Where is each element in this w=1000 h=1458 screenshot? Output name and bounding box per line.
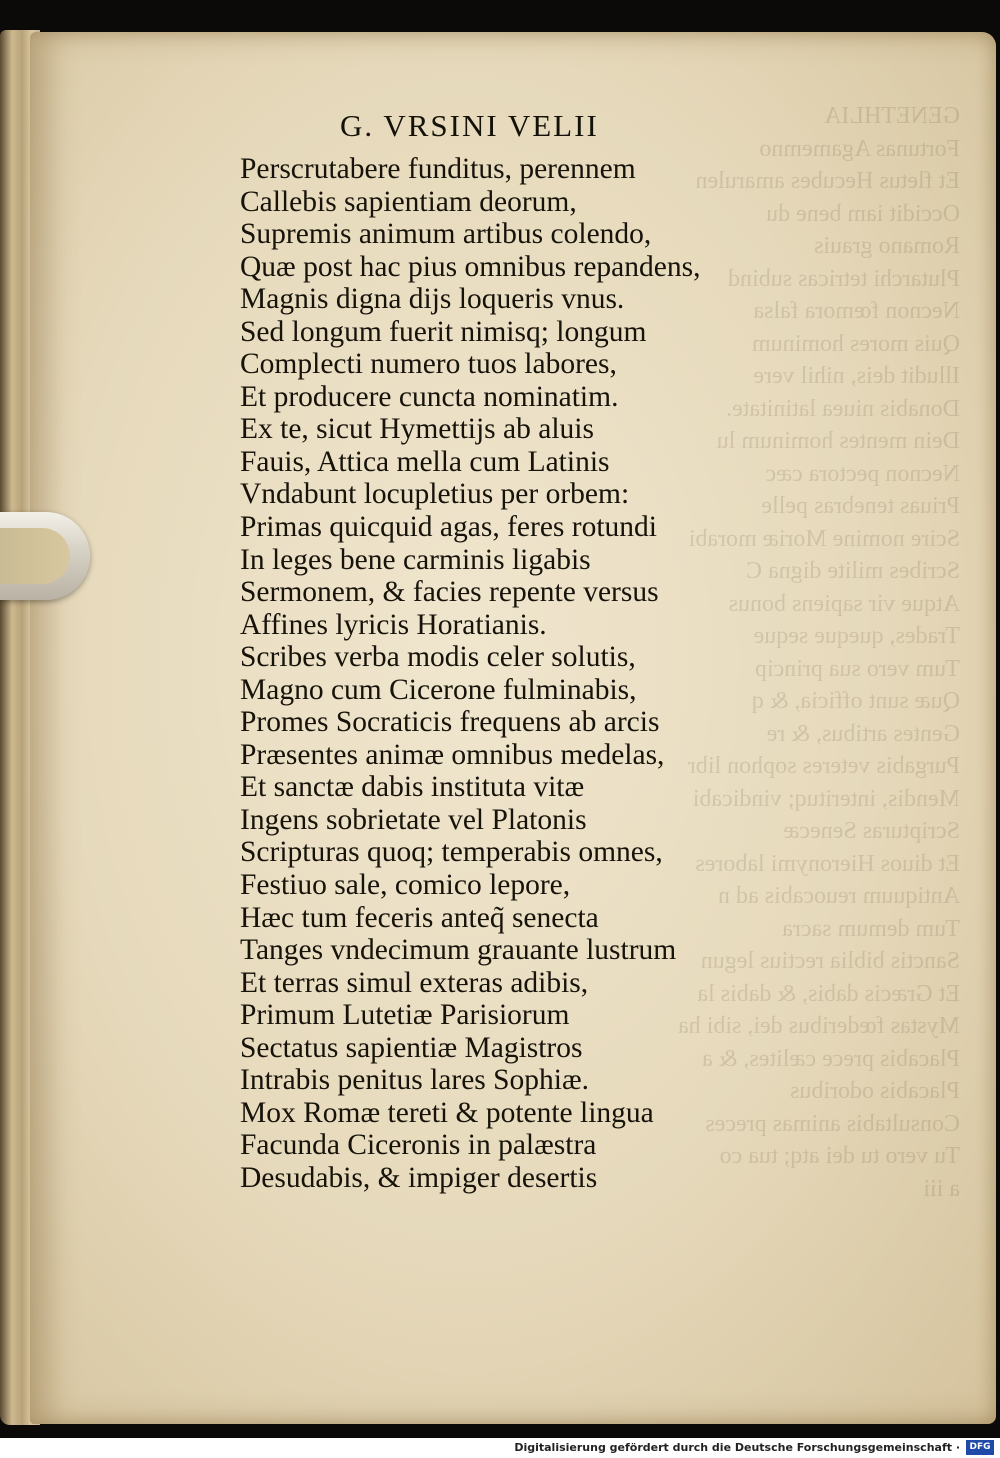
dfg-logo: DFG xyxy=(966,1440,994,1455)
verse-line: Desudabis, & impiger desertis xyxy=(240,1161,598,1194)
verse-line: Promes Socraticis frequens ab arcis xyxy=(240,706,660,739)
verse-line: Scribes verba modis celer solutis, xyxy=(240,641,636,674)
verse-line: Perscrutabere funditus, perennem xyxy=(240,153,636,185)
verse-line: Quæ post hac pius omnibus repandens, xyxy=(240,250,701,283)
running-head: G. VRSINI VELII xyxy=(340,108,599,143)
verse-line: Et terras simul exteras adibis, xyxy=(240,966,589,999)
verse-line: Facunda Ciceronis in palæstra xyxy=(240,1129,597,1162)
verse-line: In leges bene carminis ligabis xyxy=(240,543,591,576)
verse-line: Supremis animum artibus colendo, xyxy=(240,218,652,251)
verse-line: Fauis, Attica mella cum Latinis xyxy=(240,445,610,478)
verse-text xyxy=(240,153,700,1195)
verse-line: Sectatus sapientiæ Magistros xyxy=(240,1031,583,1064)
verse-line: Et producere cuncta nominatim. xyxy=(240,380,619,413)
verse-line: Primum Lutetiæ Parisiorum xyxy=(240,999,570,1032)
verse-line: Vndabunt locupletius per orbem: xyxy=(240,478,630,511)
reverse-page-show-through: GENETHLIA Fortunas Agamemno Et fletus Hecubes amarulen Occidit iam bene du Romano grauis Plutarchi tetricas subind Necnon fœmora falsa Quis mores hominum Illudit deis, nihil vere Donabis niuea latinitate. Dein mentes hominum lu Necnon pectora cæc Priuas tenebras pelle Scire nomine Moriæ morabi Scribes milite digna C Atque vir sapiens bonus Trades, queque seque Tum vero sua princip Quæ sunt officia, & q Gentes artibus, & re Purgabis veteres sophon libr Mendis, interituq; vindicabi Scripturas Senecæ Et diuos Hieronymi labores Antiquum reuocabis ad n Tum demum sacra Sanctis biblia rectius legun Et Græcis dabis, & dabis la Mystas fœderibus dei, sibi ha Placabis prece cælites, & a Placabis odoribus Consultabis animas preces Tu vero tu dei atq; tua co a iii xyxy=(678,103,960,1202)
paper-clip xyxy=(0,512,90,600)
verse-line: Hæc tum feceris anteq̃ senecta xyxy=(240,901,599,934)
verse-line: Ingens sobrietate vel Platonis xyxy=(240,803,587,836)
verse-line: Intrabis penitus lares Sophiæ. xyxy=(240,1064,590,1097)
verse-line: Festiuo sale, comico lepore, xyxy=(240,869,571,902)
verse-line: Sed longum fuerit nimisq; longum xyxy=(240,315,647,348)
verse-line: Ex te, sicut Hymettijs ab aluis xyxy=(240,413,594,446)
verse-line: Præsentes animæ omnibus medelas, xyxy=(240,738,665,771)
funding-credit: Digitalisierung gefördert durch die Deutsche Forschungsgemeinschaft · xyxy=(514,1441,960,1454)
verse-line: Scripturas quoq; temperabis omnes, xyxy=(240,836,663,869)
verse-line: Sermonem, & facies repente versus xyxy=(240,576,659,609)
verse-line: Et sanctæ dabis instituta vitæ xyxy=(240,771,585,804)
verse-line: Affines lyricis Horatianis. xyxy=(240,608,547,641)
verse-line: Mox Romæ tereti & potente lingua xyxy=(240,1096,654,1129)
verse-line: Magno cum Cicerone fulminabis, xyxy=(240,673,637,706)
verse-line: Complecti numero tuos labores, xyxy=(240,348,617,381)
verse-line: Callebis sapientiam deorum, xyxy=(240,185,577,218)
verse-line: Magnis digna dijs loqueris vnus. xyxy=(240,283,625,316)
verse-line: Tanges vndecimum grauante lustrum xyxy=(240,934,677,967)
verse-line: Primas quicquid agas, feres rotundi xyxy=(240,511,658,544)
